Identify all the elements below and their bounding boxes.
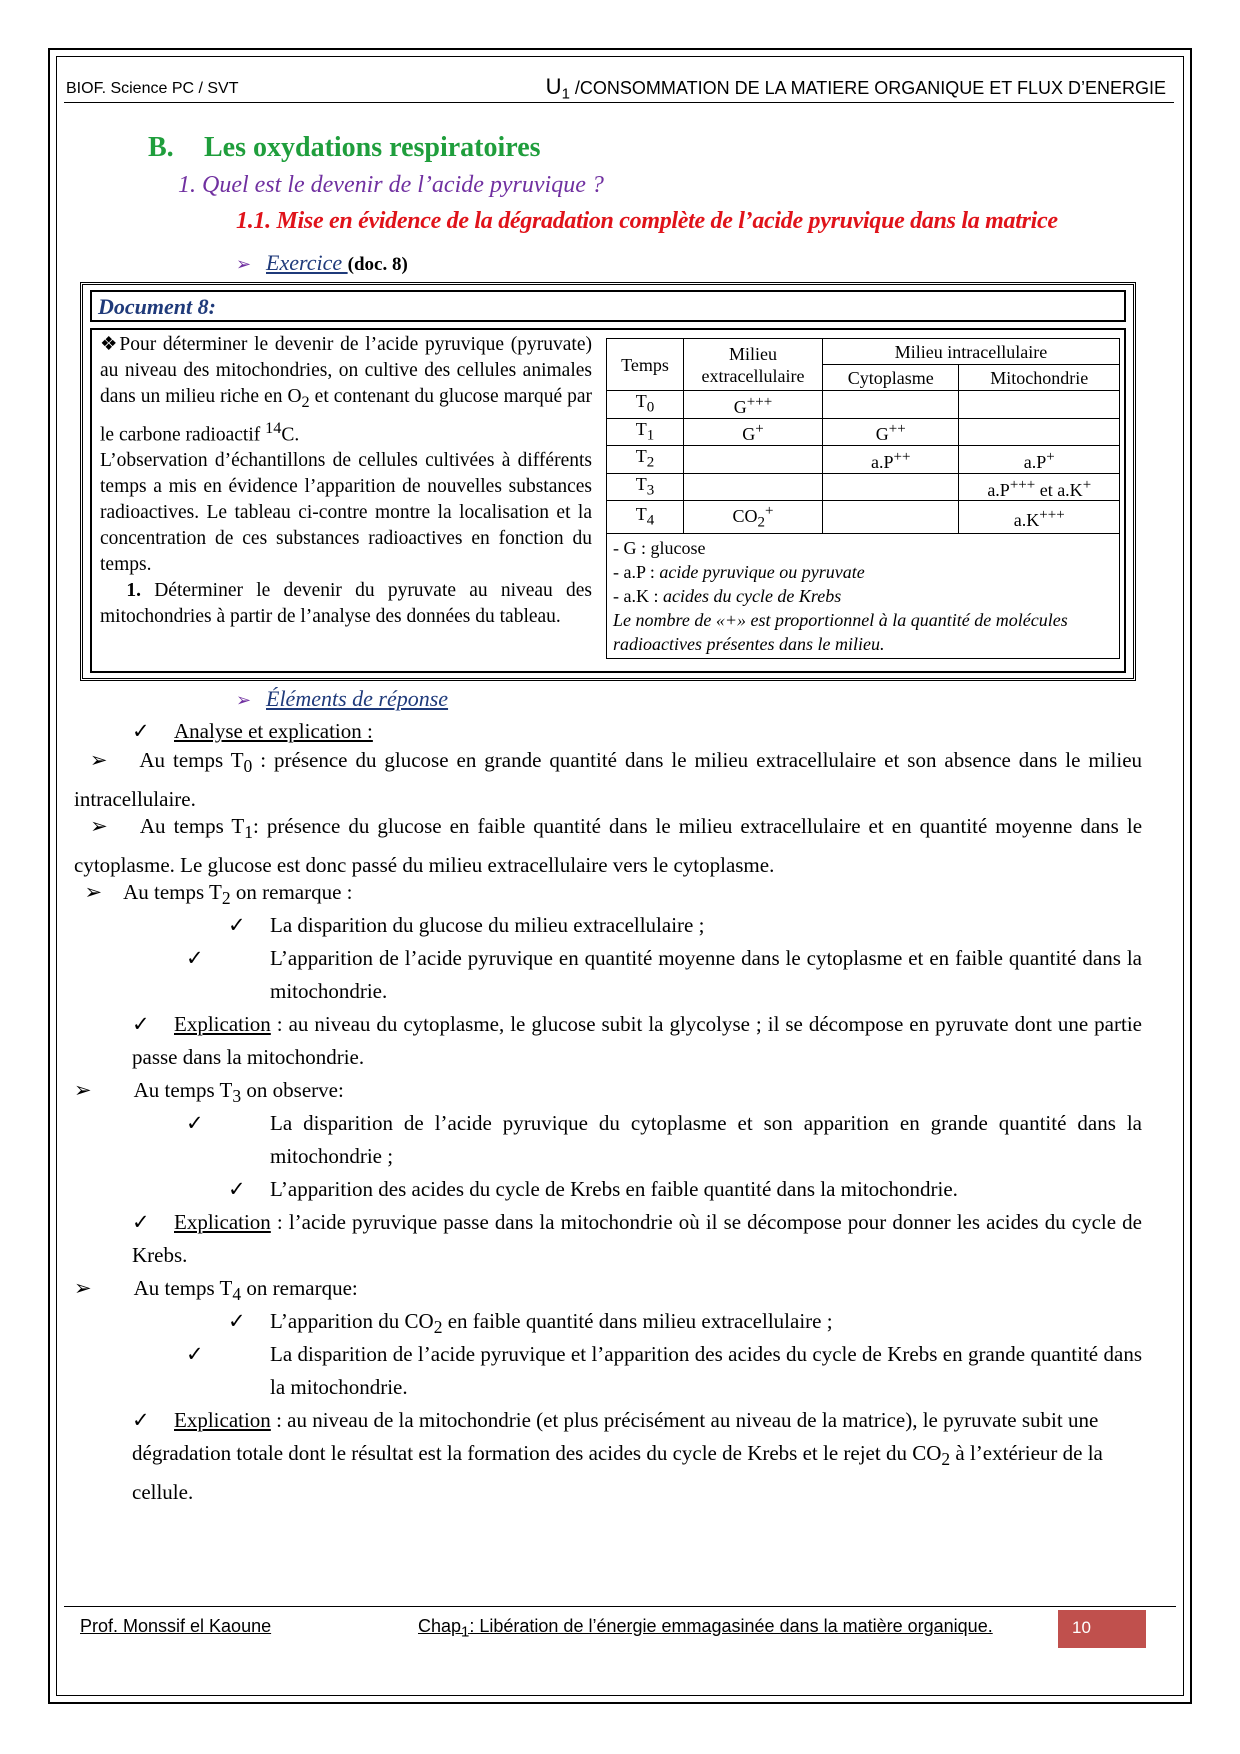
t2-explanation: ✓ Explication : au niveau du cytoplasme, le glucose subit la glycolyse ; il se décompose en pyruvate dont une partie passe dans la mitochondrie. — [132, 1008, 1142, 1074]
exercise-heading — [236, 250, 408, 276]
exercise-title: Exercice — [266, 250, 348, 275]
footer-chapter: Chap$_1$: Libération de l’énergie emmagasinée dans la matière organique. — [418, 1616, 993, 1641]
legend-krebs: - a.K : acides du cycle de Krebs — [613, 585, 842, 606]
check-icon: ✓ — [186, 1111, 204, 1135]
check-icon: ✓ — [186, 1342, 204, 1366]
section-heading — [148, 132, 541, 164]
section-title: Les oxydations respiratoires — [204, 132, 541, 163]
analysis-heading: ✓ Analyse et explication : — [132, 715, 373, 748]
check-icon: ✓ — [228, 1177, 246, 1201]
document-observation: L’observation d’échantillons de cellules cultivées à différents temps a mis en évidence l’apparition de nouvelles substances radioactives. Le tableau ci-contre montre la localisation et la concentration de ces substances radioactives en fonction du temps. — [100, 450, 592, 576]
arrow-bullet-icon: ➢ — [236, 254, 252, 274]
check-icon: ✓ — [132, 1408, 150, 1432]
header-left: BIOF. Science PC / SVT — [66, 80, 239, 97]
t4-explanation: ✓ Explication : au niveau de la mitochondrie (et plus précisément au niveau de la matrice), le pyruvate subit une dégradation totale dont le résultat est la formation des acides du cycle de Krebs et le rejet du $CO_2$ à l’extérieur de la cellule. — [132, 1404, 1162, 1509]
table-row: $T_4$ $CO_2^+$ a.K+++ — [607, 501, 1120, 534]
t3-check-2: ✓ L’apparition des acides du cycle de Krebs en faible quantité dans la mitochondrie. — [228, 1173, 1142, 1206]
t3-explanation: ✓ Explication : l’acide pyruvique passe dans la mitochondrie où il se décompose pour donner les acides du cycle de Krebs. — [132, 1206, 1142, 1272]
table-row: $T_0$ G+++ — [607, 391, 1120, 419]
footer-divider — [64, 1606, 1176, 1607]
table-header-intra: Milieu intracellulaire — [823, 339, 1120, 365]
t1-paragraph: ➢ Au temps $T_1$: présence du glucose en faible quantité dans le milieu extracellulaire et en quantité moyenne dans le cytoplasme. Le glucose est donc passé du milieu extracellulaire vers le cytoplasme. — [74, 814, 1143, 878]
exercise-doc-ref: (doc. 8) — [347, 254, 408, 275]
header-title: /CONSOMMATION DE LA MATIERE ORGANIQUE ET FLUX D’ENERGIE — [569, 78, 1166, 98]
t2-paragraph: ➢ Au temps $T_2$ on remarque : — [84, 880, 353, 909]
t3-check-1: ✓ La disparition de l’acide pyruvique du cytoplasme et son apparition en grande quantité dans la mitochondrie ; — [228, 1107, 1142, 1173]
t4-check-2: ✓ La disparition de l’acide pyruvique et l’apparition des acides du cycle de Krebs en grande quantité dans la mitochondrie. — [228, 1338, 1142, 1404]
table-header-time: Temps — [607, 339, 684, 391]
legend-glucose: - G : glucose — [613, 537, 706, 558]
arrow-bullet-icon: ➢ — [89, 748, 108, 772]
check-icon: ✓ — [228, 1309, 246, 1333]
page-number: 10 — [1058, 1610, 1146, 1648]
legend-pyruvate: - a.P : acide pyruvique ou pyruvate — [613, 561, 865, 582]
document-text — [100, 332, 592, 630]
check-icon: ✓ — [186, 946, 204, 970]
arrow-bullet-icon: ➢ — [74, 1276, 92, 1300]
document-intro: ❖Pour déterminer le devenir de l’acide pyruvique (pyruvate) au niveau des mitochondries, on cultive des cellules animales dans un milieu riche en $O_2$ et contenant du glucose marqué par le carbone radioactif $^{14}$C. — [100, 334, 592, 446]
arrow-bullet-icon: ➢ — [84, 880, 103, 904]
header-right — [546, 74, 1166, 103]
t4-paragraph: ➢ Au temps $T_4$ on remarque: — [74, 1276, 358, 1305]
header-unit-sub: 1 — [561, 85, 570, 103]
footer-author: Prof. Monssif el Kaoune — [80, 1616, 272, 1636]
legend-note: Le nombre de «+» est proportionnel à la quantité de molécules radioactives présentes dans le milieu. — [613, 609, 1068, 654]
t2-check-2: ✓ L’apparition de l’acide pyruvique en quantité moyenne dans le cytoplasme et en faible quantité dans la mitochondrie. — [228, 942, 1142, 1008]
diamond-bullet-icon: ❖ — [100, 334, 120, 355]
document-title-box — [90, 290, 1126, 322]
header-divider — [64, 102, 1174, 103]
t0-paragraph: ➢ Au temps $T_0$ : présence du glucose en grande quantité dans le milieu extracellulaire et son absence dans le milieu intracellulaire. — [74, 748, 1143, 812]
document-title: Document 8: — [98, 294, 216, 319]
section-label: B. — [148, 132, 174, 163]
subsection-heading: 1. Quel est le devenir de l’acide pyruvique ? — [178, 172, 604, 198]
radioactivity-table — [606, 338, 1120, 659]
table-legend — [607, 533, 1120, 658]
check-icon: ✓ — [132, 719, 150, 743]
answer-title: Éléments de réponse — [266, 686, 449, 711]
check-icon: ✓ — [228, 913, 246, 937]
t2-check-1: ✓ La disparition du glucose du milieu extracellulaire ; — [228, 909, 1142, 942]
document-question: 1. Déterminer le devenir du pyruvate au niveau des mitochondries à partir de l’analyse des données du tableau. — [100, 580, 592, 628]
arrow-bullet-icon: ➢ — [90, 814, 108, 838]
table-header-cyto: Cytoplasme — [823, 365, 959, 391]
header-unit: U — [545, 74, 562, 99]
check-icon: ✓ — [132, 1210, 150, 1234]
t3-paragraph: ➢ Au temps $T_3$ on observe: — [74, 1078, 344, 1107]
arrow-bullet-icon: ➢ — [236, 690, 252, 710]
subsubsection-heading: 1.1. Mise en évidence de la dégradation complète de l’acide pyruvique dans la matrice — [236, 208, 1058, 234]
arrow-bullet-icon: ➢ — [74, 1078, 92, 1102]
table-row: $T_3$ a.P+++ et a.K+ — [607, 473, 1120, 501]
check-icon: ✓ — [132, 1012, 150, 1036]
t4-check-1: ✓ L’apparition du $CO_2$ en faible quantité dans milieu extracellulaire ; — [228, 1305, 1142, 1344]
table-header-extra: Milieu extracellulaire — [684, 339, 823, 391]
table-row: $T_1$ G+ G++ — [607, 418, 1120, 446]
answer-heading — [236, 686, 448, 712]
table-header-mito: Mitochondrie — [959, 365, 1120, 391]
table-row: $T_2$ a.P++ a.P+ — [607, 446, 1120, 474]
